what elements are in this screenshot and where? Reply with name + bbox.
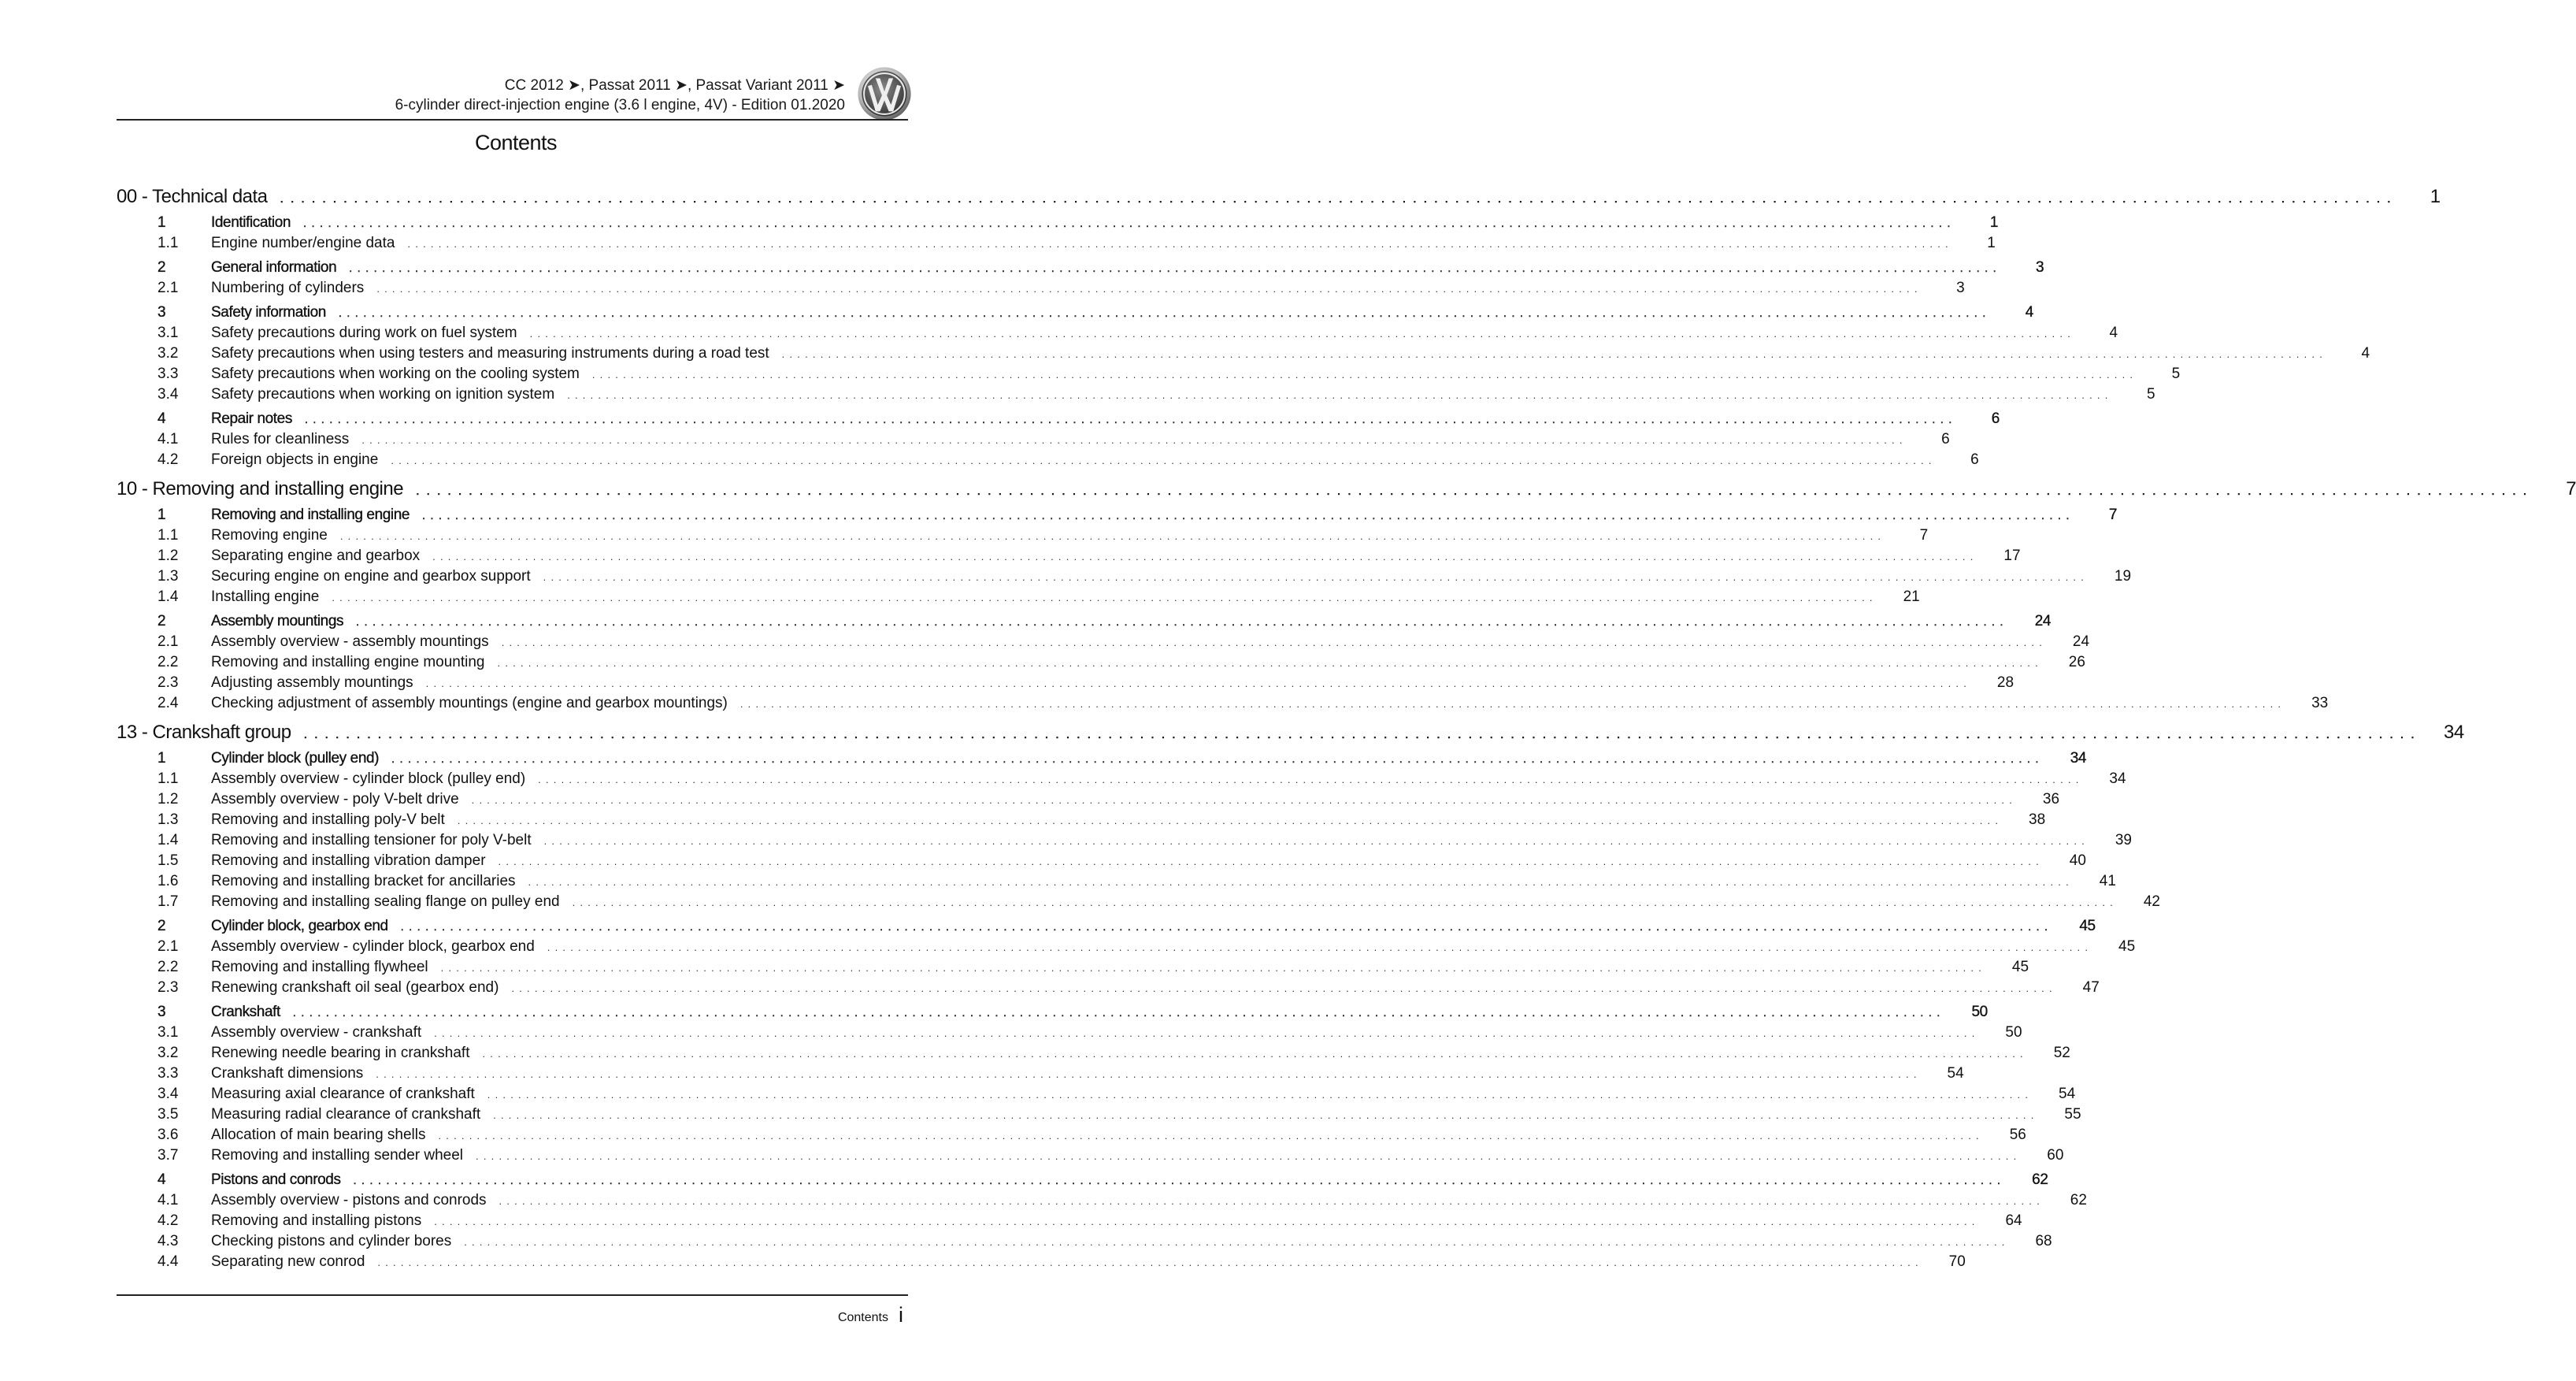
toc-item[interactable] bbox=[117, 852, 2086, 873]
entry-page-number[interactable]: 24 bbox=[2034, 613, 2052, 629]
entry-title[interactable]: Cylinder block, gearbox end bbox=[211, 918, 388, 934]
entry-title[interactable]: Installing engine bbox=[211, 588, 320, 605]
entry-title[interactable]: Removing and installing sender wheel bbox=[211, 1147, 464, 1164]
entry-title[interactable]: Safety precautions during work on fuel system bbox=[211, 325, 517, 341]
entry-title[interactable]: Separating engine and gearbox bbox=[211, 548, 421, 564]
entry-title[interactable]: 00 - Technical data bbox=[117, 186, 268, 207]
toc-section[interactable] bbox=[117, 750, 2087, 770]
toc-item[interactable] bbox=[117, 1253, 1966, 1274]
entry-number: 1 bbox=[158, 507, 166, 523]
entry-page-number[interactable]: 17 bbox=[2003, 548, 2021, 564]
dot-leader: ........................................................................................................................................................................................................ bbox=[471, 794, 2018, 806]
entry-number: 1.7 bbox=[158, 893, 179, 910]
entry-page-number[interactable]: 64 bbox=[2005, 1212, 2022, 1229]
toc-item[interactable] bbox=[117, 386, 2155, 407]
dot-leader: ........................................................................................................................................................................................................ bbox=[434, 1027, 1980, 1039]
dot-leader: ........................................................................................................................................................................................................ bbox=[304, 413, 1957, 425]
entry-number: 2 bbox=[158, 613, 166, 629]
table-of-contents bbox=[117, 186, 2576, 1274]
document-header bbox=[117, 76, 845, 115]
entry-title[interactable]: Pistons and conrods bbox=[211, 1171, 341, 1188]
vehicle-models: CC 2012 ➤, Passat 2011 ➤, Passat Variant 2011 ➤ bbox=[504, 77, 845, 94]
entry-title[interactable]: Checking pistons and cylinder bores bbox=[211, 1233, 452, 1249]
entry-page-number[interactable]: 7 bbox=[2108, 507, 2117, 523]
entry-number: 1.2 bbox=[158, 548, 179, 564]
entry-number: 1.2 bbox=[158, 791, 179, 807]
entry-number: 4.1 bbox=[158, 431, 179, 447]
toc-item[interactable] bbox=[117, 548, 2021, 568]
entry-title[interactable]: Cylinder block (pulley end) bbox=[211, 750, 380, 767]
entry-title[interactable]: Allocation of main bearing shells bbox=[211, 1127, 426, 1143]
toc-item[interactable] bbox=[117, 325, 2118, 345]
dot-leader: ........................................................................................................................................................................................................ bbox=[487, 1089, 2033, 1101]
entry-page-number[interactable]: 34 bbox=[2070, 750, 2087, 767]
entry-title[interactable]: Numbering of cylinders bbox=[211, 280, 365, 296]
entry-number: 1.1 bbox=[158, 235, 179, 251]
toc-item[interactable] bbox=[117, 1086, 2076, 1106]
entry-page-number[interactable]: 45 bbox=[2118, 938, 2136, 955]
entry-number: 1.1 bbox=[158, 527, 179, 544]
entry-page-number[interactable]: 36 bbox=[2042, 791, 2060, 807]
dot-leader: ........................................................................................................................................................................................................ bbox=[391, 455, 1937, 466]
entry-number: 2.1 bbox=[158, 938, 179, 955]
entry-number: 1.3 bbox=[158, 811, 179, 828]
entry-number: 4.3 bbox=[158, 1233, 179, 1249]
entry-page-number[interactable]: 28 bbox=[1996, 674, 2014, 691]
entry-page-number[interactable]: 7 bbox=[2566, 478, 2576, 499]
entry-title[interactable]: Assembly overview - crankshaft bbox=[211, 1024, 422, 1041]
entry-number: 3 bbox=[158, 304, 166, 321]
dot-leader: ........................................................................................................................................................................................................ bbox=[422, 509, 2074, 522]
dot-leader: ........................................................................................................................................................................................................ bbox=[476, 1150, 2022, 1162]
dot-leader: ........................................................................................................................................................................................................ bbox=[482, 1048, 2028, 1060]
entry-page-number[interactable]: 24 bbox=[2072, 633, 2090, 650]
entry-page-number[interactable]: 34 bbox=[2109, 770, 2126, 787]
toc-item[interactable] bbox=[117, 280, 1965, 300]
entry-page-number[interactable]: 21 bbox=[1903, 588, 1920, 605]
toc-section[interactable] bbox=[117, 613, 2052, 633]
toc-section[interactable] bbox=[117, 410, 2000, 431]
entry-page-number[interactable]: 62 bbox=[2070, 1192, 2087, 1208]
toc-item[interactable] bbox=[117, 235, 1996, 255]
dot-leader: ........................................................................................................................................................................................................ bbox=[781, 348, 2328, 360]
entry-title[interactable]: Repair notes bbox=[211, 410, 292, 427]
entry-page-number[interactable]: 55 bbox=[2064, 1106, 2081, 1123]
entry-number: 3.4 bbox=[158, 1086, 179, 1102]
toc-item[interactable] bbox=[117, 695, 2329, 715]
entry-page-number[interactable]: 47 bbox=[2082, 979, 2100, 996]
entry-page-number[interactable]: 1 bbox=[1987, 235, 1996, 251]
entry-number: 3.3 bbox=[158, 1065, 179, 1082]
dot-leader: ........................................................................................................................................................................................................ bbox=[332, 592, 1877, 603]
entry-title[interactable]: Removing and installing vibration damper bbox=[211, 852, 486, 869]
entry-title[interactable]: Removing and installing bracket for ancillaries bbox=[211, 873, 516, 889]
entry-page-number[interactable]: 45 bbox=[2079, 918, 2096, 934]
entry-number: 4.2 bbox=[158, 451, 179, 468]
entry-page-number[interactable]: 60 bbox=[2047, 1147, 2064, 1164]
toc-item[interactable] bbox=[117, 431, 1950, 451]
vw-logo-icon bbox=[857, 66, 912, 121]
toc-item[interactable] bbox=[117, 791, 2060, 811]
dot-leader: ........................................................................................................................................................................................................ bbox=[416, 484, 2534, 498]
dot-leader: ........................................................................................................................................................................................................ bbox=[591, 369, 2138, 381]
dot-leader: ........................................................................................................................................................................................................ bbox=[391, 752, 2044, 765]
entry-title[interactable]: General information bbox=[211, 259, 337, 276]
dot-leader: ........................................................................................................................................................................................................ bbox=[361, 434, 1907, 446]
dot-leader: ........................................................................................................................................................................................................ bbox=[376, 283, 1922, 295]
entry-page-number[interactable]: 3 bbox=[2036, 259, 2044, 276]
dot-leader: ........................................................................................................................................................................................................ bbox=[464, 1236, 2010, 1248]
entry-title[interactable]: Assembly overview - pistons and conrods bbox=[211, 1192, 487, 1208]
entry-page-number[interactable]: 70 bbox=[1948, 1253, 1966, 1270]
entry-number: 1.5 bbox=[158, 852, 179, 869]
entry-page-number[interactable]: 52 bbox=[2053, 1045, 2070, 1061]
toc-item[interactable] bbox=[117, 959, 2029, 979]
dot-leader: ........................................................................................................................................................................................................ bbox=[493, 1109, 2039, 1121]
dot-leader: ........................................................................................................................................................................................................ bbox=[292, 1006, 1945, 1019]
dot-leader: ........................................................................................................................................................................................................ bbox=[511, 982, 2057, 994]
dot-leader: ........................................................................................................................................................................................................ bbox=[457, 815, 2003, 826]
toc-item[interactable] bbox=[117, 366, 2181, 386]
entry-number: 2.1 bbox=[158, 280, 179, 296]
dot-leader: ........................................................................................................................................................................................................ bbox=[339, 530, 1886, 542]
toc-item[interactable] bbox=[117, 633, 2090, 654]
entry-number: 2.3 bbox=[158, 979, 179, 996]
entry-page-number[interactable]: 40 bbox=[2069, 852, 2086, 869]
dot-leader: ........................................................................................................................................................................................................ bbox=[377, 1257, 1923, 1268]
entry-title[interactable]: Assembly mountings bbox=[211, 613, 344, 629]
entry-title[interactable]: Adjusting assembly mountings bbox=[211, 674, 413, 691]
dot-leader: ........................................................................................................................................................................................................ bbox=[497, 657, 2043, 669]
entry-number: 2.3 bbox=[158, 674, 179, 691]
entry-number: 3.2 bbox=[158, 345, 179, 362]
dot-leader: ........................................................................................................................................................................................................ bbox=[739, 698, 2286, 710]
entry-title[interactable]: Safety precautions when working on ignition system bbox=[211, 386, 555, 403]
dot-leader: ........................................................................................................................................................................................................ bbox=[547, 941, 2093, 953]
toc-chapter[interactable] bbox=[117, 186, 2441, 214]
entry-title[interactable]: Assembly overview - cylinder block (pulley end) bbox=[211, 770, 526, 787]
page-title: Contents bbox=[474, 131, 558, 154]
toc-item[interactable] bbox=[117, 1147, 2064, 1168]
dot-leader: ........................................................................................................................................................................................................ bbox=[338, 306, 1991, 319]
entry-number: 3.2 bbox=[158, 1045, 179, 1061]
entry-number: 2.1 bbox=[158, 633, 179, 650]
toc-item[interactable] bbox=[117, 770, 2126, 791]
entry-title[interactable]: Rules for cleanliness bbox=[211, 431, 350, 447]
entry-title[interactable]: Safety precautions when working on the cooling system bbox=[211, 366, 580, 382]
entry-page-number[interactable]: 6 bbox=[1941, 431, 1950, 447]
entry-page-number[interactable]: 38 bbox=[2029, 811, 2046, 828]
toc-item[interactable] bbox=[117, 674, 2014, 695]
entry-number: 1 bbox=[158, 750, 166, 767]
toc-section[interactable] bbox=[117, 1004, 1988, 1024]
entry-number: 2 bbox=[158, 259, 166, 276]
toc-item[interactable] bbox=[117, 527, 1929, 548]
dot-leader: ........................................................................................................................................................................................................ bbox=[499, 1195, 2044, 1207]
dot-leader: ........................................................................................................................................................................................................ bbox=[280, 192, 2398, 206]
toc-item[interactable] bbox=[117, 832, 2132, 852]
entry-title[interactable]: Safety precautions when using testers and measuring instruments during a road test bbox=[211, 345, 769, 362]
toc-chapter[interactable] bbox=[117, 722, 2464, 750]
toc-item[interactable] bbox=[117, 451, 1979, 472]
entry-page-number[interactable]: 4 bbox=[2109, 325, 2118, 341]
entry-title[interactable]: Securing engine on engine and gearbox support bbox=[211, 568, 531, 585]
entry-page-number[interactable]: 33 bbox=[2311, 695, 2329, 711]
entry-page-number[interactable]: 50 bbox=[2005, 1024, 2022, 1041]
toc-item[interactable] bbox=[117, 1192, 2087, 1212]
dot-leader: ........................................................................................................................................................................................................ bbox=[567, 389, 2113, 401]
dot-leader: ........................................................................................................................................................................................................ bbox=[425, 678, 1972, 689]
dot-leader: ........................................................................................................................................................................................................ bbox=[438, 1130, 1984, 1142]
toc-item[interactable] bbox=[117, 1065, 1964, 1086]
entry-number: 3.7 bbox=[158, 1147, 179, 1164]
entry-page-number[interactable]: 54 bbox=[2059, 1086, 2076, 1102]
entry-page-number[interactable]: 68 bbox=[2035, 1233, 2052, 1249]
entry-page-number[interactable]: 1 bbox=[1989, 214, 1999, 231]
entry-title[interactable]: 10 - Removing and installing engine bbox=[117, 478, 404, 499]
entry-number: 4.2 bbox=[158, 1212, 179, 1229]
entry-title[interactable]: Removing and installing poly-V belt bbox=[211, 811, 445, 828]
dot-leader: ........................................................................................................................................................................................................ bbox=[353, 1174, 2006, 1186]
dot-leader: ........................................................................................................................................................................................................ bbox=[356, 615, 2009, 628]
entry-page-number[interactable]: 6 bbox=[1970, 451, 1979, 468]
dot-leader: ........................................................................................................................................................................................................ bbox=[434, 1216, 1980, 1227]
entry-number: 4 bbox=[158, 1171, 166, 1188]
toc-section[interactable] bbox=[117, 259, 2044, 280]
toc-section[interactable] bbox=[117, 1171, 2048, 1192]
entry-title[interactable]: Assembly overview - assembly mountings bbox=[211, 633, 489, 650]
dot-leader: ........................................................................................................................................................................................................ bbox=[303, 728, 2422, 741]
entry-title[interactable]: Removing and installing engine bbox=[211, 507, 410, 523]
entry-page-number[interactable]: 19 bbox=[2114, 568, 2132, 585]
entry-title[interactable]: 13 - Crankshaft group bbox=[117, 722, 291, 743]
entry-title[interactable]: Assembly overview - poly V-belt drive bbox=[211, 791, 459, 807]
entry-number: 1 bbox=[158, 214, 166, 231]
entry-number: 3.1 bbox=[158, 1024, 179, 1041]
entry-title[interactable]: Engine number/engine data bbox=[211, 235, 395, 251]
entry-page-number[interactable]: 26 bbox=[2068, 654, 2085, 670]
footer-label: Contents bbox=[837, 1311, 888, 1324]
entry-page-number[interactable]: 4 bbox=[2361, 345, 2370, 362]
entry-number: 4.4 bbox=[158, 1253, 179, 1270]
dot-leader: ........................................................................................................................................................................................................ bbox=[543, 571, 2089, 583]
entry-number: 3.4 bbox=[158, 386, 179, 403]
entry-page-number[interactable]: 41 bbox=[2099, 873, 2116, 889]
entry-page-number[interactable]: 34 bbox=[2443, 722, 2464, 743]
toc-item[interactable] bbox=[117, 654, 2085, 674]
entry-title[interactable]: Assembly overview - cylinder block, gearbox end bbox=[211, 938, 535, 955]
entry-title[interactable]: Checking adjustment of assembly mountings (engine and gearbox mountings) bbox=[211, 695, 728, 711]
entry-number: 4 bbox=[158, 410, 166, 427]
entry-page-number[interactable]: 4 bbox=[2025, 304, 2033, 321]
dot-leader: ........................................................................................................................................................................................................ bbox=[528, 876, 2074, 888]
toc-item[interactable] bbox=[117, 1045, 2070, 1065]
toc-item[interactable] bbox=[117, 1212, 2022, 1233]
entry-page-number[interactable]: 3 bbox=[1956, 280, 1965, 296]
entry-number: 1.1 bbox=[158, 770, 179, 787]
entry-title[interactable]: Crankshaft bbox=[211, 1004, 280, 1020]
entry-number: 1.4 bbox=[158, 588, 179, 605]
entry-number: 1.4 bbox=[158, 832, 179, 848]
entry-page-number[interactable]: 39 bbox=[2115, 832, 2132, 848]
toc-item[interactable] bbox=[117, 811, 2046, 832]
entry-page-number[interactable]: 56 bbox=[2009, 1127, 2026, 1143]
dot-leader: ........................................................................................................................................................................................................ bbox=[543, 835, 2089, 847]
entry-title[interactable]: Removing engine bbox=[211, 527, 328, 544]
toc-item[interactable] bbox=[117, 1024, 2022, 1045]
toc-section[interactable] bbox=[117, 214, 1999, 235]
dot-leader: ........................................................................................................................................................................................................ bbox=[529, 328, 2076, 340]
toc-item[interactable] bbox=[117, 1127, 2026, 1147]
entry-title[interactable]: Removing and installing flywheel bbox=[211, 959, 428, 975]
entry-title[interactable]: Identification bbox=[211, 214, 291, 231]
entry-number: 2.2 bbox=[158, 654, 179, 670]
entry-number: 4.1 bbox=[158, 1192, 179, 1208]
entry-title[interactable]: Renewing crankshaft oil seal (gearbox end) bbox=[211, 979, 499, 996]
toc-section[interactable] bbox=[117, 918, 2096, 938]
dot-leader: ........................................................................................................................................................................................................ bbox=[440, 962, 1987, 974]
dot-leader: ........................................................................................................................................................................................................ bbox=[407, 238, 1953, 250]
toc-item[interactable] bbox=[117, 979, 2100, 1000]
entry-number: 3 bbox=[158, 1004, 166, 1020]
entry-title[interactable]: Removing and installing sealing flange on pulley end bbox=[211, 893, 560, 910]
entry-page-number[interactable]: 6 bbox=[1991, 410, 2000, 427]
footer-page-number: i bbox=[899, 1303, 903, 1327]
toc-item[interactable] bbox=[117, 568, 2132, 588]
entry-page-number[interactable]: 50 bbox=[1971, 1004, 1988, 1020]
entry-title[interactable]: Measuring radial clearance of crankshaft bbox=[211, 1106, 481, 1123]
entry-page-number[interactable]: 45 bbox=[2011, 959, 2029, 975]
dot-leader: ........................................................................................................................................................................................................ bbox=[501, 637, 2048, 648]
entry-page-number[interactable]: 54 bbox=[1947, 1065, 1964, 1082]
entry-title[interactable]: Measuring axial clearance of crankshaft bbox=[211, 1086, 475, 1102]
entry-number: 3.1 bbox=[158, 325, 179, 341]
entry-number: 3.3 bbox=[158, 366, 179, 382]
toc-item[interactable] bbox=[117, 345, 2370, 366]
dot-leader: ........................................................................................................................................................................................................ bbox=[498, 856, 2044, 867]
entry-number: 2.2 bbox=[158, 959, 179, 975]
footer-divider bbox=[117, 1294, 908, 1296]
entry-number: 1.3 bbox=[158, 568, 179, 585]
toc-item[interactable] bbox=[117, 588, 1920, 609]
toc-section[interactable] bbox=[117, 304, 2033, 325]
entry-title[interactable]: Renewing needle bearing in crankshaft bbox=[211, 1045, 470, 1061]
entry-number: 2.4 bbox=[158, 695, 179, 711]
header-divider bbox=[117, 119, 908, 121]
entry-page-number[interactable]: 7 bbox=[1919, 527, 1929, 544]
toc-item[interactable] bbox=[117, 1233, 2052, 1253]
toc-item[interactable] bbox=[117, 1106, 2081, 1127]
toc-item[interactable] bbox=[117, 938, 2136, 959]
dot-leader: ........................................................................................................................................................................................................ bbox=[400, 920, 2053, 933]
entry-number: 3.6 bbox=[158, 1127, 179, 1143]
dot-leader: ........................................................................................................................................................................................................ bbox=[349, 262, 2002, 274]
entry-page-number[interactable]: 1 bbox=[2430, 186, 2441, 207]
entry-page-number[interactable]: 5 bbox=[2146, 386, 2155, 403]
entry-number: 3.5 bbox=[158, 1106, 179, 1123]
entry-title[interactable]: Removing and installing tensioner for poly V-belt bbox=[211, 832, 532, 848]
entry-title[interactable]: Separating new conrod bbox=[211, 1253, 365, 1270]
toc-item[interactable] bbox=[117, 873, 2116, 893]
entry-title[interactable]: Removing and installing pistons bbox=[211, 1212, 422, 1229]
entry-title[interactable]: Safety information bbox=[211, 304, 326, 321]
dot-leader: ........................................................................................................................................................................................................ bbox=[376, 1068, 1922, 1080]
toc-item[interactable] bbox=[117, 893, 2160, 914]
toc-chapter[interactable] bbox=[117, 478, 2576, 507]
entry-title[interactable]: Crankshaft dimensions bbox=[211, 1065, 364, 1082]
entry-title[interactable]: Foreign objects in engine bbox=[211, 451, 379, 468]
entry-number: 2 bbox=[158, 918, 166, 934]
toc-section[interactable] bbox=[117, 507, 2117, 527]
entry-page-number[interactable]: 42 bbox=[2143, 893, 2160, 910]
dot-leader: ........................................................................................................................................................................................................ bbox=[572, 897, 2118, 908]
entry-page-number[interactable]: 5 bbox=[2171, 366, 2181, 382]
entry-title[interactable]: Removing and installing engine mounting bbox=[211, 654, 485, 670]
entry-page-number[interactable]: 62 bbox=[2032, 1171, 2048, 1188]
engine-edition: 6-cylinder direct-injection engine (3.6 l engine, 4V) - Edition 01.2020 bbox=[395, 97, 845, 113]
dot-leader: ........................................................................................................................................................................................................ bbox=[303, 217, 1956, 229]
dot-leader: ........................................................................................................................................................................................................ bbox=[538, 774, 2084, 785]
dot-leader: ........................................................................................................................................................................................................ bbox=[432, 551, 1978, 562]
entry-number: 1.6 bbox=[158, 873, 179, 889]
